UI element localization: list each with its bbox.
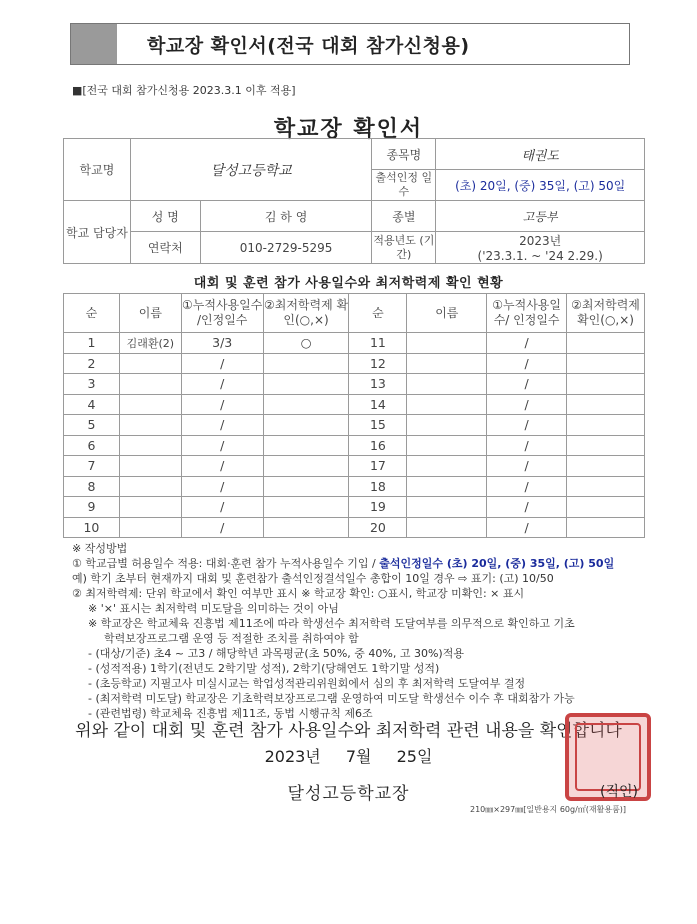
student-name: [119, 456, 181, 477]
min-academic-check-right: [567, 435, 645, 456]
student-name: [119, 415, 181, 436]
row-number-right: 11: [349, 333, 407, 354]
tracking-table: [63, 293, 645, 538]
header-name-right: 이름: [407, 294, 487, 333]
year-value: 2023년: [519, 234, 562, 248]
row-number: 5: [64, 415, 120, 436]
note-line: ② 최저학력제: 단위 학교에서 확인 여부만 표시 ※ 학교장 확인: ○표시, 학교장 미확인: × 표시: [72, 587, 525, 600]
usage-days: /: [181, 476, 263, 497]
tracking-title: 대회 및 훈련 참가 사용일수와 최저학력제 확인 현황: [193, 276, 504, 291]
note-line: - (대상/기준) 초4 ~ 고3 / 해당학년 과목평균(초 50%, 중 40%, 고 30%)적용: [88, 647, 464, 660]
table-row: [64, 415, 645, 436]
min-academic-check-right: [567, 497, 645, 518]
student-name-right: [407, 333, 487, 354]
min-academic-check: [263, 353, 349, 374]
date-month: 7월: [345, 747, 372, 766]
min-academic-check-right: [567, 476, 645, 497]
usage-days-right: /: [487, 476, 567, 497]
row-number-right: 16: [349, 435, 407, 456]
min-academic-check: [263, 456, 349, 477]
row-number: 4: [64, 394, 120, 415]
table-row: [64, 374, 645, 395]
student-name: [119, 497, 181, 518]
student-name-right: [407, 353, 487, 374]
student-name: [119, 517, 181, 538]
name-value: 김 하 영: [200, 201, 372, 232]
table-row: [64, 435, 645, 456]
usage-days: /: [181, 374, 263, 395]
header-name: 이름: [119, 294, 181, 333]
table-row: [64, 517, 645, 538]
attend-value: (초) 20일, (중) 35일, (고) 50일: [436, 170, 645, 201]
note-line: - (관련법령) 학교체육 진흥법 제11조, 동법 시행규칙 제6조: [88, 707, 373, 720]
min-academic-check-right: [567, 415, 645, 436]
date-day: 25일: [396, 747, 433, 766]
tracking-header-row: [64, 294, 645, 333]
notes-heading: ※ 작성방법: [72, 542, 128, 555]
usage-days: 3/3: [181, 333, 263, 354]
note-line: 학력보장프로그램 운영 등 적절한 조치를 취하여야 함: [104, 632, 359, 645]
row-number: 10: [64, 517, 120, 538]
min-academic-check: [263, 497, 349, 518]
row-number: 6: [64, 435, 120, 456]
row-number: 2: [64, 353, 120, 374]
usage-days: /: [181, 353, 263, 374]
note-line: ※ 학교장은 학교체육 진흥법 제11조에 따라 학생선수 최저학력 도달여부를 의무적으로 확인하고 기초: [88, 617, 575, 630]
period-value: ('23.3.1. ~ '24 2.29.): [477, 249, 603, 263]
student-name: [119, 374, 181, 395]
student-name: [119, 394, 181, 415]
row-number: 3: [64, 374, 120, 395]
min-academic-check: [263, 394, 349, 415]
row-number-right: 12: [349, 353, 407, 374]
header-check: ②최저학력제 확인(○,×): [263, 294, 349, 333]
min-academic-check: [263, 374, 349, 395]
min-academic-check-right: [567, 374, 645, 395]
row-number-right: 19: [349, 497, 407, 518]
category-label: 종별: [372, 201, 436, 232]
student-name: 김래환(2): [119, 333, 181, 354]
student-name-right: [407, 476, 487, 497]
usage-days-right: /: [487, 374, 567, 395]
row-number: 1: [64, 333, 120, 354]
student-name-right: [407, 456, 487, 477]
student-name-right: [407, 517, 487, 538]
year-label: 적용년도 (기간): [372, 232, 436, 264]
table-row: [64, 476, 645, 497]
usage-days: /: [181, 435, 263, 456]
min-academic-check: ○: [263, 333, 349, 354]
school-label: 학교명: [64, 139, 131, 201]
min-academic-check: [263, 415, 349, 436]
attend-label: 출석인정 일수: [372, 170, 436, 201]
info-table: [63, 138, 645, 264]
student-name-right: [407, 435, 487, 456]
usage-days: /: [181, 456, 263, 477]
usage-days: /: [181, 415, 263, 436]
min-academic-check-right: [567, 456, 645, 477]
row-number-right: 20: [349, 517, 407, 538]
row-number-right: 15: [349, 415, 407, 436]
row-number-right: 13: [349, 374, 407, 395]
note-line: ※ '×' 표시는 최저학력 미도달을 의미하는 것이 아님: [88, 602, 339, 615]
note-line: 예) 학기 초부터 현재까지 대회 및 훈련참가 출석인정결석일수 총합이 10일 경우 ⇨ 표기: (고) 10/50: [72, 572, 554, 585]
usage-days-right: /: [487, 456, 567, 477]
usage-days-right: /: [487, 394, 567, 415]
writing-instructions: [72, 541, 662, 721]
principal-name: 달성고등학교장: [287, 784, 410, 804]
min-academic-check: [263, 517, 349, 538]
paper-spec-footer: 210㎜×297㎜[일반용지 60g/㎡(재활용품)]: [470, 805, 627, 814]
row-number: 9: [64, 497, 120, 518]
usage-days-right: /: [487, 435, 567, 456]
student-name-right: [407, 394, 487, 415]
min-academic-check-right: [567, 517, 645, 538]
contact-label: 학교 담당자: [64, 201, 131, 264]
document-title: 학교장 확인서: [273, 117, 424, 142]
seal-mark-label: (직인): [600, 784, 638, 800]
student-name-right: [407, 497, 487, 518]
row-number: 7: [64, 456, 120, 477]
header-days-right: ①누적사용일수/ 인정일수: [487, 294, 567, 333]
banner-grey-block: [71, 24, 117, 64]
row-number-right: 14: [349, 394, 407, 415]
confirmation-statement: 위와 같이 대회 및 훈련 참가 사용일수와 최저학력 관련 내용을 확인합니다: [75, 721, 622, 741]
min-academic-check-right: [567, 394, 645, 415]
min-academic-check-right: [567, 333, 645, 354]
min-academic-check: [263, 435, 349, 456]
application-note: ■[전국 대회 참가신청용 2023.3.1 이후 적용]: [72, 84, 296, 97]
table-row: [64, 333, 645, 354]
usage-days-right: /: [487, 333, 567, 354]
header-days: ①누적사용일수 /인정일수: [181, 294, 263, 333]
event-value: 태권도: [436, 139, 645, 170]
date-year: 2023년: [264, 747, 321, 766]
phone-label: 연락처: [130, 232, 200, 264]
header-banner: [70, 23, 630, 65]
year-cell: [436, 232, 645, 264]
table-row: [64, 394, 645, 415]
usage-days: /: [181, 497, 263, 518]
table-row: [64, 497, 645, 518]
note-line: - (초등학교) 지필고사 미실시교는 학업성적관리위원회에서 심의 후 최저학력 도달여부 결정: [88, 677, 526, 690]
student-name: [119, 476, 181, 497]
usage-days: /: [181, 394, 263, 415]
school-value: 달성고등학교: [130, 139, 372, 201]
table-row: [64, 353, 645, 374]
category-value: 고등부: [436, 201, 645, 232]
min-academic-check-right: [567, 353, 645, 374]
header-check-right: ②최저학력제 확인(○,×): [567, 294, 645, 333]
phone-value: 010-2729-5295: [200, 232, 372, 264]
row-number-right: 17: [349, 456, 407, 477]
student-name-right: [407, 374, 487, 395]
row-number: 8: [64, 476, 120, 497]
name-label: 성 명: [130, 201, 200, 232]
table-row: [64, 456, 645, 477]
header-num: 순: [64, 294, 120, 333]
note-line: - (성적적용) 1학기(전년도 2학기말 성적), 2학기(당해연도 1학기말 성적): [88, 662, 440, 675]
note-line: - (최저학력 미도달) 학교장은 기초학력보장프로그램 운영하여 미도달 학생선수 이수 후 대회참가 가능: [88, 692, 575, 705]
event-label: 종목명: [372, 139, 436, 170]
usage-days: /: [181, 517, 263, 538]
row-number-right: 18: [349, 476, 407, 497]
min-academic-check: [263, 476, 349, 497]
header-num-right: 순: [349, 294, 407, 333]
note-line: ① 학교급별 허용일수 적용: 대회·훈련 참가 누적사용일수 기입 / 출석인정일수 (초) 20일, (중) 35일, (고) 50일: [72, 557, 615, 570]
usage-days-right: /: [487, 353, 567, 374]
student-name: [119, 353, 181, 374]
usage-days-right: /: [487, 415, 567, 436]
usage-days-right: /: [487, 517, 567, 538]
student-name-right: [407, 415, 487, 436]
banner-title: 학교장 확인서(전국 대회 참가신청용): [147, 34, 470, 57]
student-name: [119, 435, 181, 456]
usage-days-right: /: [487, 497, 567, 518]
